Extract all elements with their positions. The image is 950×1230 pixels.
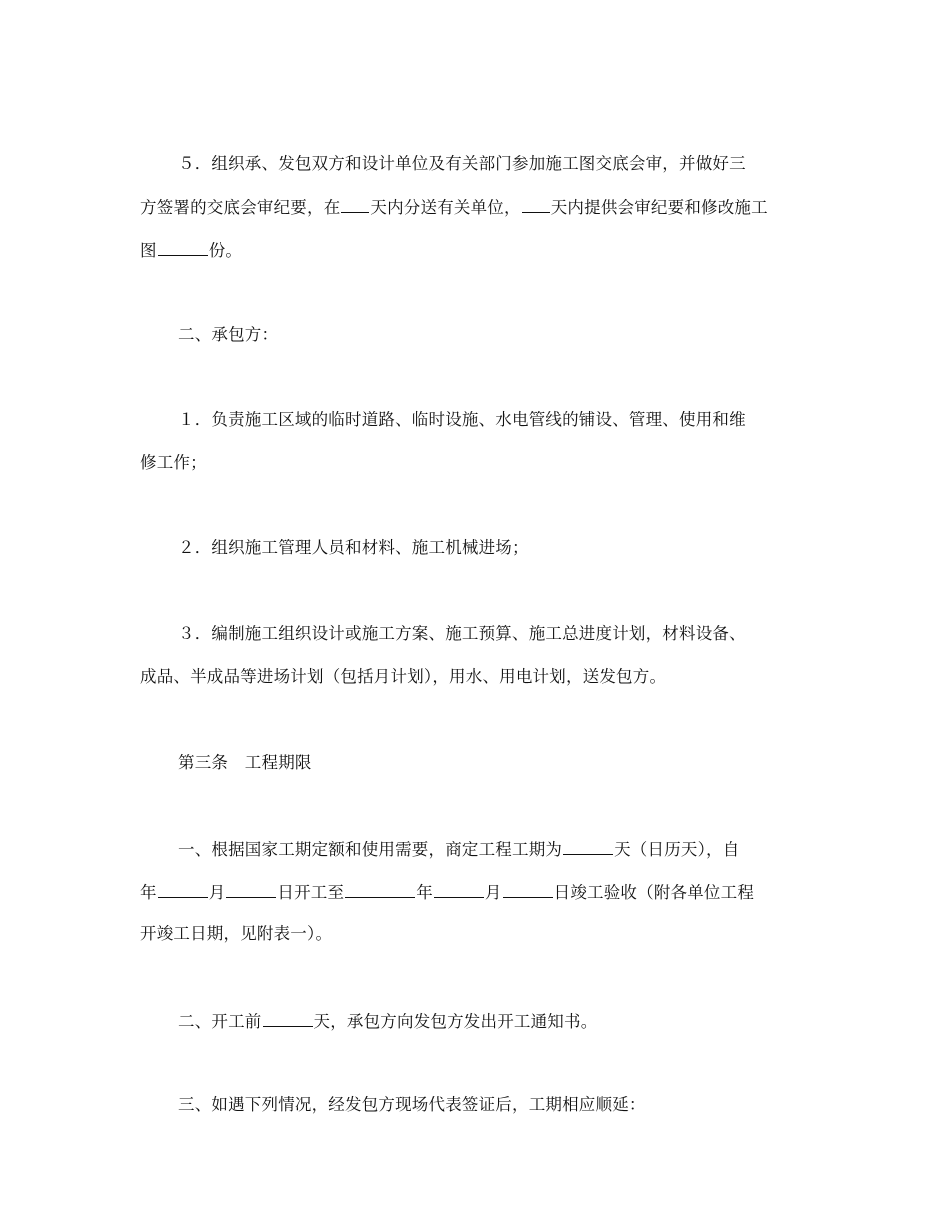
period-para-3: 三、如遇下列情况，经发包方现场代表签证后，工期相应顺延：: [178, 1095, 646, 1114]
period-para-2: [178, 1010, 597, 1032]
text-segment: 日开工至: [277, 883, 345, 902]
text-segment: 天，承包方向发包方发出开工通知书。: [313, 1012, 598, 1031]
period-para-1-line-1: [178, 838, 739, 860]
blank-field: [158, 881, 208, 898]
text-segment: 月: [484, 883, 502, 902]
blank-field: [503, 881, 553, 898]
text-segment: 天内分送有关单位，: [370, 198, 521, 217]
item-5-line-2: [140, 196, 768, 218]
blank-field: [434, 881, 484, 898]
text-segment: 一、根据国家工期定额和使用需要，商定工程工期为: [178, 840, 563, 859]
contractor-item-1-line-1: １．负责施工区域的临时道路、临时设施、水电管线的铺设、管理、使用和维: [178, 410, 746, 429]
text-segment: 年: [416, 883, 433, 902]
text-segment: 月: [208, 883, 226, 902]
text-segment: 年: [140, 883, 157, 902]
contractor-item-2: ２．组织施工管理人员和材料、施工机械进场；: [178, 538, 529, 557]
contractor-item-1-line-2: 修工作；: [140, 453, 207, 472]
text-segment: 图: [140, 241, 157, 260]
contractor-heading: 二、承包方：: [178, 325, 279, 344]
blank-field: [522, 196, 550, 213]
blank-field: [226, 881, 276, 898]
blank-field: [158, 239, 208, 256]
text-segment: 天（日历天），自: [614, 840, 740, 859]
contractor-item-3-line-2: 成品、半成品等进场计划（包括月计划），用水、用电计划，送发包方。: [140, 667, 667, 686]
text-segment: 份。: [208, 241, 243, 260]
period-para-1-line-3: 开竣工日期，见附表一）。: [140, 924, 333, 943]
blank-field: [341, 196, 369, 213]
blank-field: [263, 1010, 313, 1027]
text-segment: 二、开工前: [178, 1012, 262, 1031]
contractor-item-3-line-1: ３．编制施工组织设计或施工方案、施工预算、施工总进度计划，材料设备、: [178, 624, 746, 643]
text-segment: 天内提供会审纪要和修改施工: [550, 198, 768, 217]
period-para-1-line-2: [140, 881, 754, 903]
article-3-heading: 第三条 工程期限: [178, 753, 312, 772]
item-5-line-1: ５．组织承、发包双方和设计单位及有关部门参加施工图交底会审，并做好三: [178, 154, 746, 173]
text-segment: 日竣工验收（附各单位工程: [553, 883, 755, 902]
blank-field: [345, 881, 415, 898]
item-5-line-3: [140, 239, 242, 261]
blank-field: [563, 838, 613, 855]
text-segment: 方签署的交底会审纪要，在: [140, 198, 341, 217]
